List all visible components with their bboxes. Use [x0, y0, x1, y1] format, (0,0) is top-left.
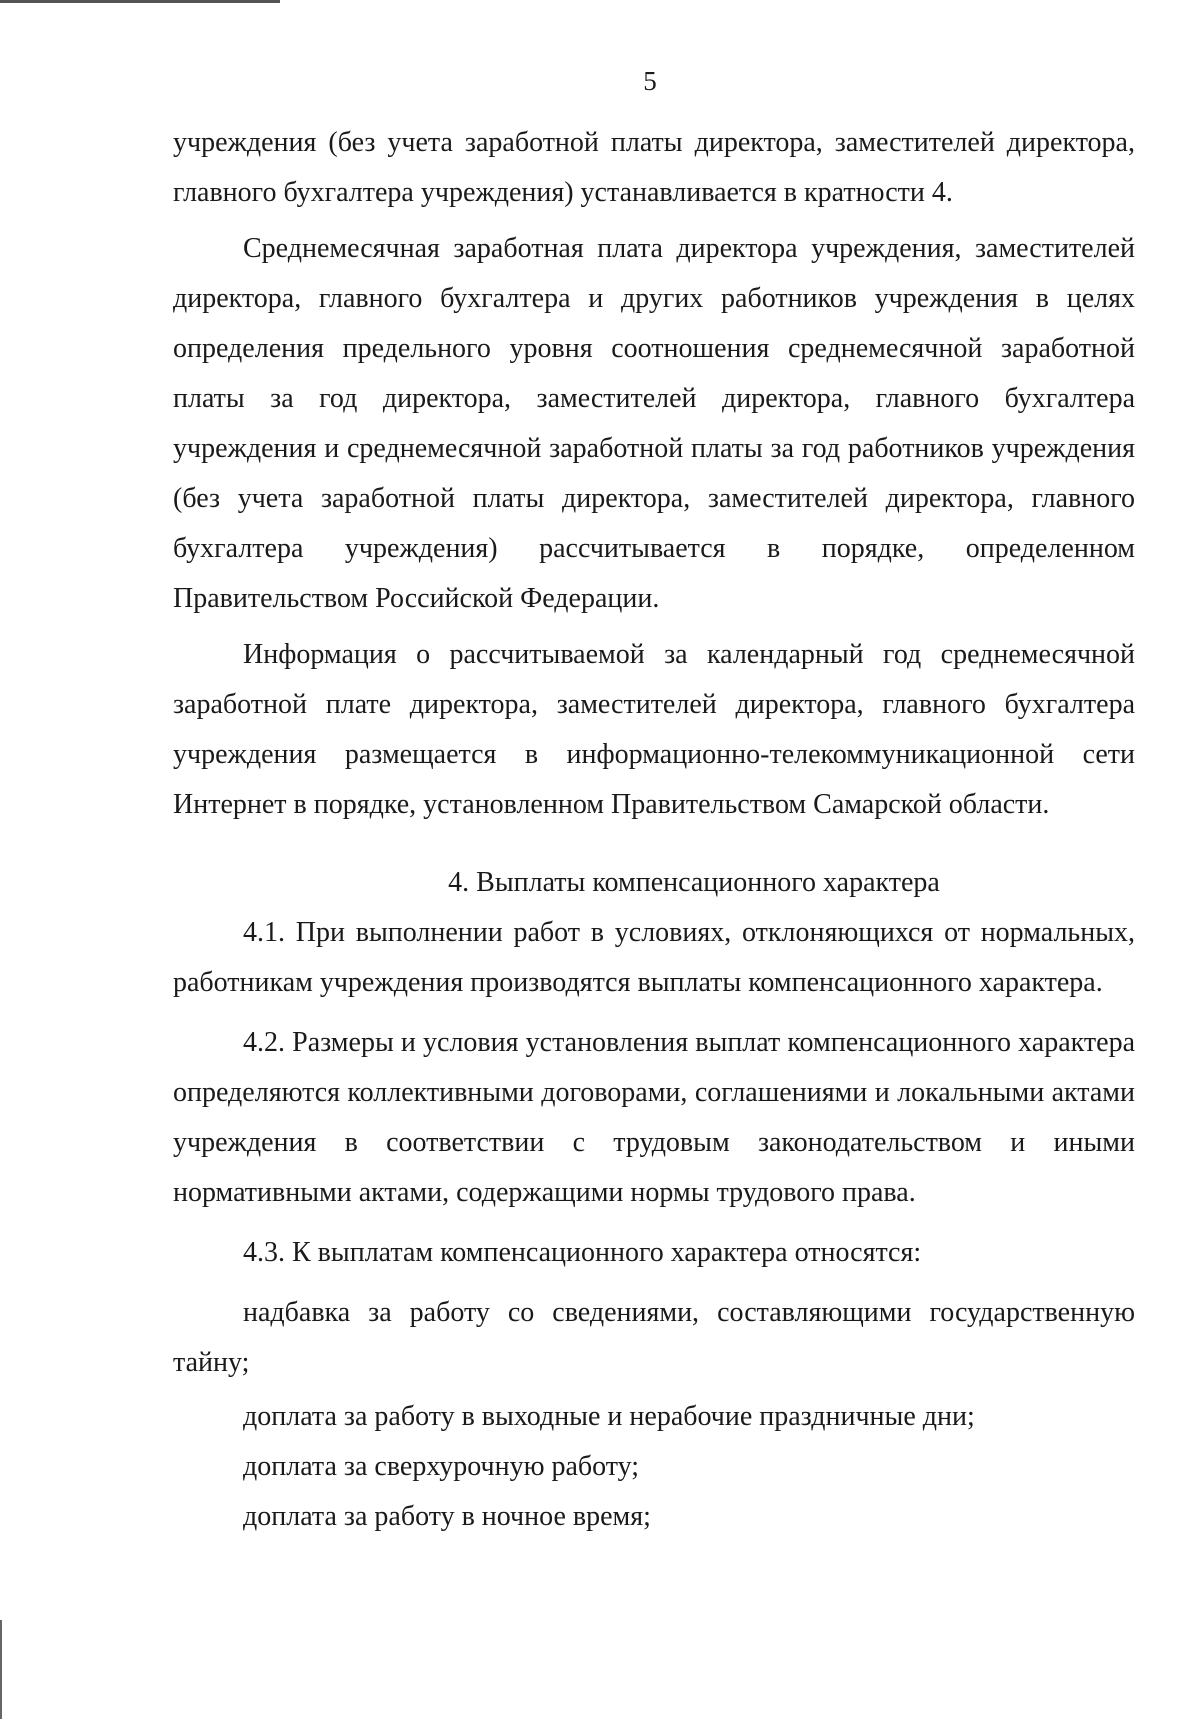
section-heading: 4. Выплаты компенсационного характера [448, 867, 940, 898]
paragraph-4-3: 4.3. К выплатам компенсационного характера относятся: [243, 1237, 922, 1268]
document-body [173, 118, 1135, 1542]
list-item-overtime: доплата за сверхурочную работу; [243, 1451, 640, 1482]
paragraph-4-1: 4.1. При выполнении работ в условиях, отклоняющихся от нормальных, работникам учреждения производятся выплаты компенсационного характера. [173, 917, 1135, 998]
paragraph-4-2: 4.2. Размеры и условия установления выплат компенсационного характера определяются коллективными договорами, соглашениями и локальными актами учреждения в соответствии с трудовым законодательством и иными нормативными актами, содержащими нормы трудового права. [173, 1027, 1135, 1208]
scan-edge-top [0, 0, 280, 3]
paragraph-information-publication: Информация о рассчитываемой за календарный год среднемесячной заработной плате директора, заместителей директора, главного бухгалтера учреждения размещается в информационно-телекоммуникационной сети Интернет в порядке, установленном Правительством Самарской области. [173, 639, 1135, 820]
paragraph-average-salary: Среднемесячная заработная плата директора учреждения, заместителей директора, главного бухгалтера и других работников учреждения в целях определения предельного уровня соотношения среднемесячной заработной платы за год директора, заместителей директора, главного бухгалтера учреждения и среднемесячной заработной платы за год работников учреждения (без учета заработной платы директора, заместителей директора, главного бухгалтера учреждения) рассчитывается в порядке, определенном Правительством Российской Федерации. [173, 233, 1135, 614]
scan-edge-left [0, 1620, 2, 1719]
list-item-weekend-work: доплата за работу в выходные и нерабочие праздничные дни; [243, 1401, 975, 1432]
list-item-night-work: доплата за работу в ночное время; [243, 1501, 651, 1532]
list-item-state-secret: надбавка за работу со сведениями, составляющими государственную тайну; [173, 1297, 1135, 1378]
paragraph-continuation: учреждения (без учета заработной платы директора, заместителей директора, главного бухгалтера учреждения) устанавливается в кратности 4. [173, 127, 1135, 208]
page-number: 5 [643, 66, 657, 96]
